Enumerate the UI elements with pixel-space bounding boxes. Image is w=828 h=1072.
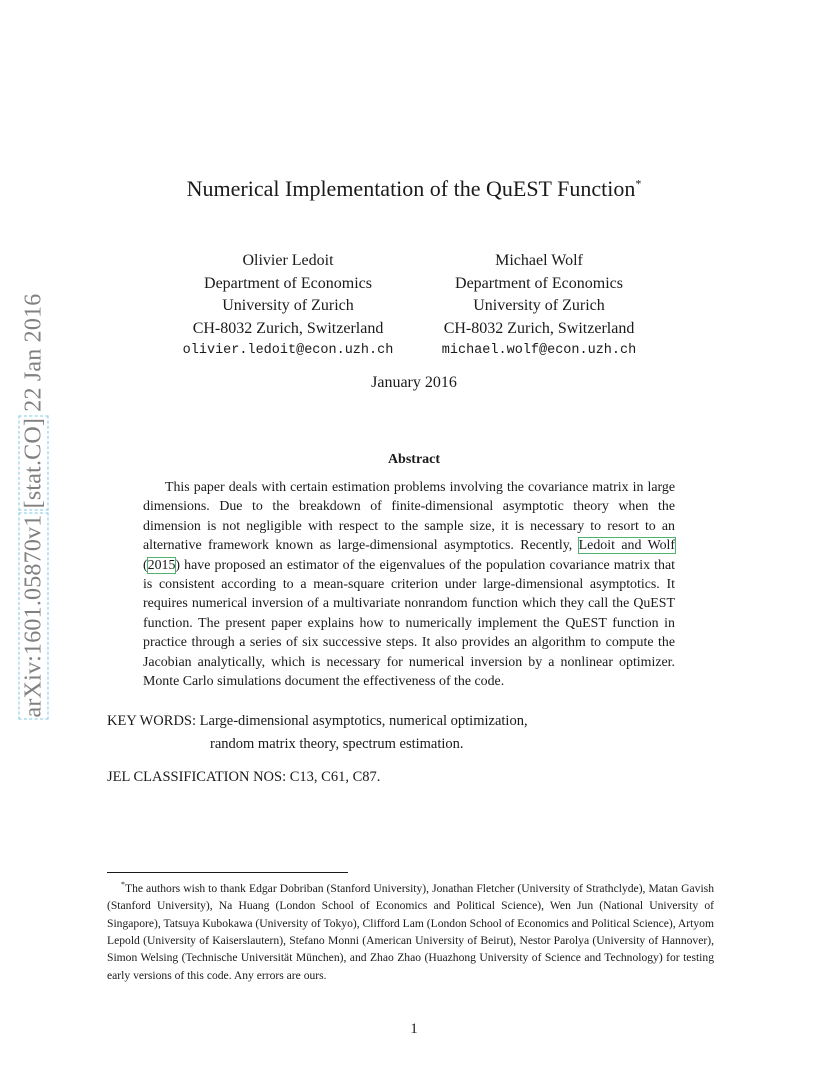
arxiv-stamp[interactable] (14, 258, 54, 752)
title-footnote-mark[interactable]: * (635, 176, 642, 191)
keywords-label: KEY WORDS: (107, 713, 197, 729)
abstract-text-after: ) have proposed an estimator of the eigenvalues of the population covariance matrix that is consistent according to a mean-square criterion under large-dimensional asymptotics. It requires numerical inversion of a multivariate nonrandom function which they call the QuEST function. The present paper explains how to numerically implement the QuEST function in practice through a series of six successive steps. It also provides an algorithm to compute the Jacobian analytically, which is necessary for numerical inversion by a nonlinear optimizer. Monte Carlo simulations document the effectiveness of the code. (143, 557, 675, 690)
footnote-text: The authors wish to thank Edgar Dobriban (Stanford University), Jonathan Fletcher (University of Strathclyde), Matan Gavish (Stanford University), Na Huang (London School of Economics and Political Science), Wen Jun (National University of Singapore), Tatsuya Kubokawa (University of Tokyo), Clifford Lam (London School of Economics and Political Science), Artyom Lepold (University of Kaiserslautern), Stefano Monni (American University of Beirut), Nestor Parolya (University of Hannover), Simon Welsing (Technische Universität München), and Zhao Zhao (Huazhong University of Science and Technology) for testing early versions of this code. Any errors are ours. (107, 881, 714, 982)
author-city: CH-8032 Zurich, Switzerland (443, 319, 635, 337)
jel-classification: JEL CLASSIFICATION NOS: C13, C61, C87. (107, 769, 381, 785)
citation-link-year[interactable]: 2015 (147, 557, 176, 573)
keywords-block (107, 710, 727, 756)
arxiv-category-link[interactable]: [stat.CO] (20, 417, 47, 508)
abstract-body: This paper deals with certain estimation problems involving the covariance matrix in large dimensions. Due to the breakdown of finite-dimensional asymptotic theory when the dimension is not negligible with respect to the sample size, it is necessary to resort to an alternative framework known as large-dimensional asymptotics. Recently, Ledoit and Wolf (2015) have proposed an estimator of the eigenvalues of the population covariance matrix that is consistent according to a mean-square criterion under large-dimensional asymptotics. It requires numerical inversion of a multivariate nonrandom function which they call the QuEST function. The present paper explains how to numerically implement the QuEST function in practice through a series of six successive steps. It also provides an algorithm to compute the Jacobian analytically, which is necessary for numerical inversion by a nonlinear optimizer. Monte Carlo simulations document the effectiveness of the code. (143, 480, 675, 690)
author-block-wolf (409, 250, 669, 363)
author-name: Michael Wolf (495, 252, 583, 269)
author-block-ledoit (158, 250, 418, 363)
author-univ: University of Zurich (222, 297, 354, 315)
abstract-heading: Abstract (387, 452, 441, 467)
keywords-line-1: Large-dimensional asymptotics, numerical optimization, (199, 713, 528, 729)
page-number: 1 (410, 1021, 418, 1037)
citation-link-authors[interactable]: Ledoit and Wolf (578, 538, 675, 554)
keywords-line-2: random matrix theory, spectrum estimation. (210, 736, 464, 752)
author-name: Olivier Ledoit (242, 252, 334, 269)
author-city: CH-8032 Zurich, Switzerland (192, 319, 384, 337)
author-univ: University of Zurich (473, 297, 605, 315)
footnote-mark: * (121, 880, 125, 889)
author-dept: Department of Economics (204, 274, 372, 292)
paper-title (0, 176, 828, 202)
paper-date: January 2016 (371, 374, 457, 391)
arxiv-id-link[interactable]: arXiv:1601.05870v1 (20, 514, 47, 717)
footnote-rule (107, 872, 348, 873)
paper-title-text: Numerical Implementation of the QuEST Function (186, 176, 636, 201)
abstract-text-before: This paper deals with certain estimation problems involving the covariance matrix in large dimensions. Due to the breakdown of finite-dimensional asymptotic theory when the dimension is not negligible with respect to the sample size, it is necessary to resort to an alternative framework known as large-dimensional asymptotics. Recently, (143, 480, 675, 554)
arxiv-date: 22 Jan 2016 (20, 293, 47, 412)
author-dept: Department of Economics (455, 274, 623, 292)
author-email: olivier.ledoit@econ.uzh.ch (182, 343, 394, 359)
author-email: michael.wolf@econ.uzh.ch (441, 343, 637, 359)
footnote (107, 876, 714, 984)
